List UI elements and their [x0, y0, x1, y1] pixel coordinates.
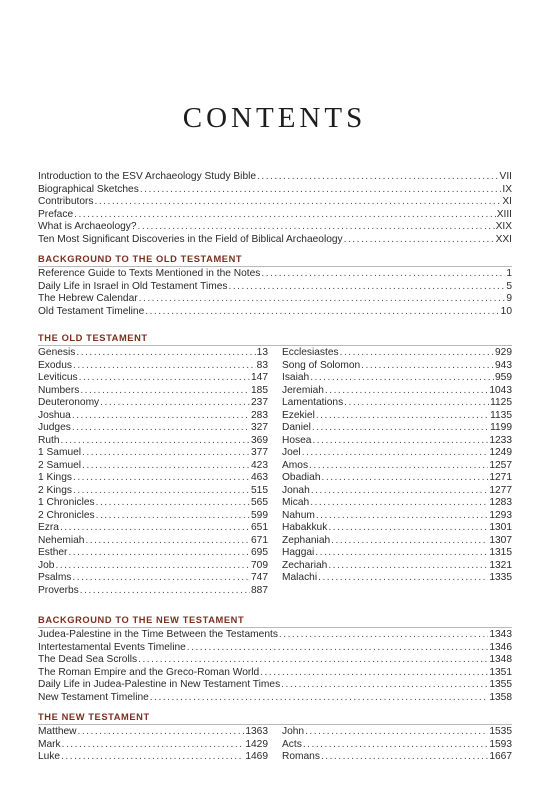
entry-title: Genesis	[38, 347, 76, 358]
entry-page-number: 1315	[489, 547, 512, 558]
entry-page-number: 463	[251, 472, 268, 483]
entry-title: Esther	[38, 547, 68, 558]
entry-page-number: 1343	[489, 629, 512, 640]
toc-entry	[38, 422, 268, 435]
new-testament-right-column	[282, 726, 512, 764]
entry-page-number: 1351	[489, 666, 512, 678]
toc-entry	[38, 347, 268, 360]
toc-entry	[38, 472, 268, 485]
toc-entry	[38, 692, 512, 705]
entry-page-number: 283	[251, 409, 268, 421]
toc-entry	[38, 410, 268, 423]
entry-title: Reference Guide to Texts Mentioned in the Notes	[38, 268, 261, 279]
toc-entry	[282, 447, 512, 460]
dot-leader	[281, 679, 488, 692]
entry-title: Song of Solomon	[282, 359, 361, 371]
toc-entry	[282, 422, 512, 435]
dot-leader	[279, 629, 488, 642]
dot-leader	[73, 360, 256, 373]
entry-title: 1 Samuel	[38, 447, 82, 458]
dot-leader	[331, 535, 488, 548]
entry-page-number: 1307	[489, 534, 512, 546]
dot-leader	[139, 293, 506, 306]
new-testament-left-column	[38, 726, 268, 764]
entry-title: Micah	[282, 497, 310, 508]
toc-entry	[282, 385, 512, 398]
toc-entry	[38, 629, 512, 642]
dot-leader	[318, 572, 488, 585]
dot-leader	[261, 268, 505, 281]
entry-title: Hosea	[282, 434, 312, 446]
entry-title: Acts	[282, 738, 302, 750]
entry-title: The Hebrew Calendar	[38, 293, 138, 304]
entry-title: Zephaniah	[282, 534, 331, 546]
entry-title: Intertestamental Events Timeline	[38, 641, 186, 653]
toc-entry	[38, 642, 512, 655]
toc-entry	[282, 751, 512, 764]
dot-leader	[325, 385, 488, 398]
dot-leader	[78, 726, 245, 739]
entry-page-number: 1593	[489, 738, 512, 750]
dot-leader	[361, 360, 494, 373]
toc-entry	[282, 739, 512, 752]
background-new-testament-list	[38, 629, 512, 704]
entry-page-number: XI	[502, 196, 512, 207]
entry-title: Ruth	[38, 434, 60, 446]
dot-leader	[310, 372, 494, 385]
entry-title: Biographical Sketches	[38, 183, 139, 195]
entry-title: Job	[38, 559, 55, 571]
dot-leader	[316, 410, 489, 423]
entry-title: 2 Samuel	[38, 459, 82, 471]
entry-title: Habakkuk	[282, 522, 328, 533]
dot-leader	[72, 422, 250, 435]
new-testament-section	[38, 710, 512, 764]
entry-page-number: 1043	[489, 384, 512, 396]
toc-entry	[282, 510, 512, 523]
dot-leader	[74, 209, 496, 222]
divider	[38, 266, 512, 267]
toc-entry	[38, 585, 268, 598]
entry-title: Romans	[282, 751, 320, 762]
entry-title: Numbers	[38, 384, 80, 396]
entry-title: Mark	[38, 738, 61, 750]
old-testament-right-column	[282, 347, 512, 597]
entry-page-number: XIX	[495, 221, 512, 232]
toc-entry	[38, 667, 512, 680]
dot-leader	[95, 196, 502, 209]
dot-leader	[316, 510, 488, 523]
entry-page-number: 423	[251, 459, 268, 471]
toc-entry	[282, 560, 512, 573]
entry-title: Nahum	[282, 509, 315, 521]
dot-leader	[328, 522, 488, 535]
toc-entry	[282, 435, 512, 448]
entry-page-number: 1249	[489, 447, 512, 458]
entry-title: 1 Chronicles	[38, 497, 95, 508]
entry-page-number: 1283	[489, 497, 512, 508]
toc-entry	[282, 347, 512, 360]
entry-page-number: 651	[251, 522, 268, 533]
entry-page-number: XIII	[496, 208, 512, 220]
dot-leader	[96, 497, 250, 510]
dot-leader	[344, 234, 495, 247]
section-heading: THE NEW TESTAMENT	[38, 712, 150, 722]
toc-entry	[38, 460, 268, 473]
entry-page-number: 1358	[489, 691, 512, 703]
divider	[38, 627, 512, 628]
entry-page-number: 1321	[489, 559, 512, 571]
entry-title: Nehemiah	[38, 534, 85, 546]
entry-page-number: VII	[499, 171, 512, 182]
divider	[38, 345, 512, 346]
toc-entry	[38, 184, 512, 197]
dot-leader	[82, 447, 250, 460]
entry-page-number: 5	[506, 280, 512, 292]
dot-leader	[72, 572, 250, 585]
entry-title: Judges	[38, 422, 71, 433]
entry-page-number: XXI	[495, 233, 512, 245]
dot-leader	[82, 460, 250, 473]
toc-entry	[38, 196, 512, 209]
dot-leader	[328, 560, 488, 573]
entry-page-number: 185	[251, 384, 268, 396]
entry-title: Jonah	[282, 484, 310, 496]
dot-leader	[60, 522, 250, 535]
entry-page-number: 369	[251, 434, 268, 446]
dot-leader	[73, 485, 250, 498]
entry-title: Deuteronomy	[38, 397, 100, 408]
toc-entry	[282, 472, 512, 485]
entry-title: Zechariah	[282, 559, 328, 571]
toc-entry	[38, 221, 512, 234]
dot-leader	[150, 692, 489, 705]
dot-leader	[80, 585, 250, 598]
entry-title: New Testament Timeline	[38, 691, 149, 703]
dot-leader	[55, 560, 250, 573]
entry-title: Old Testament Timeline	[38, 305, 145, 317]
toc-entry	[38, 397, 268, 410]
entry-title: Introduction to the ESV Archaeology Study Bible	[38, 171, 257, 182]
dot-leader	[100, 397, 250, 410]
entry-title: Ezra	[38, 522, 59, 533]
entry-title: Daily Life in Israel in Old Testament Times	[38, 280, 228, 292]
background-new-testament-section	[38, 613, 512, 704]
dot-leader	[312, 422, 489, 435]
entry-page-number: 943	[495, 359, 512, 371]
dot-leader	[80, 385, 250, 398]
entry-title: Joshua	[38, 409, 71, 421]
section-heading: THE OLD TESTAMENT	[38, 333, 148, 343]
dot-leader	[311, 485, 489, 498]
toc-entry	[38, 510, 268, 523]
toc-entry	[282, 397, 512, 410]
entry-page-number: 1301	[489, 522, 512, 533]
entry-title: Psalms	[38, 572, 72, 583]
entry-page-number: 1233	[489, 434, 512, 446]
toc-entry	[38, 572, 268, 585]
entry-title: 2 Kings	[38, 484, 72, 496]
toc-entry	[282, 535, 512, 548]
divider	[38, 724, 512, 725]
toc-entry	[38, 726, 268, 739]
toc-entry	[282, 360, 512, 373]
toc-entry	[38, 268, 512, 281]
entry-page-number: 1271	[489, 472, 512, 483]
entry-page-number: 1293	[489, 509, 512, 521]
entry-page-number: 565	[251, 497, 268, 508]
toc-entry	[282, 372, 512, 385]
toc-entry	[38, 293, 512, 306]
toc-entry	[38, 679, 512, 692]
page-title: CONTENTS	[182, 102, 367, 134]
dot-leader	[72, 410, 250, 423]
entry-page-number: 515	[251, 484, 268, 496]
dot-leader	[309, 460, 488, 473]
background-old-testament-list	[38, 268, 512, 318]
entry-title: Malachi	[282, 572, 318, 583]
entry-page-number: 747	[251, 572, 268, 583]
dot-leader	[321, 751, 488, 764]
entry-title: Lamentations	[282, 397, 344, 408]
entry-page-number: 1277	[489, 484, 512, 496]
toc-entry	[38, 385, 268, 398]
entry-page-number: 1257	[489, 459, 512, 471]
entry-page-number: 377	[251, 447, 268, 458]
toc-entry	[38, 234, 512, 247]
entry-title: Matthew	[38, 726, 77, 737]
toc-entry	[38, 485, 268, 498]
entry-title: Ten Most Significant Discoveries in the Field of Biblical Archaeology	[38, 233, 343, 245]
toc-entry	[282, 460, 512, 473]
entry-title: Preface	[38, 208, 74, 220]
entry-title: Haggai	[282, 547, 315, 558]
dot-leader	[303, 739, 489, 752]
entry-page-number: IX	[502, 183, 512, 195]
entry-page-number: 13	[256, 347, 268, 358]
entry-title: John	[282, 726, 305, 737]
toc-entry	[38, 306, 512, 319]
toc-entry	[282, 485, 512, 498]
toc-entry	[38, 435, 268, 448]
entry-page-number: 695	[251, 547, 268, 558]
toc-entry	[282, 726, 512, 739]
toc-entry	[38, 171, 512, 184]
toc-entry	[282, 410, 512, 423]
entry-title: Contributors	[38, 196, 94, 207]
toc-entry	[38, 547, 268, 560]
entry-title: Daily Life in Judea-Palestine in New Testament Times	[38, 679, 281, 690]
entry-page-number: 1363	[245, 726, 268, 737]
dot-leader	[62, 739, 245, 752]
entry-title: Obadiah	[282, 472, 321, 483]
entry-page-number: 671	[251, 534, 268, 546]
entry-page-number: 1199	[490, 422, 512, 433]
entry-title: Amos	[282, 459, 309, 471]
dot-leader	[145, 306, 499, 319]
toc-entry	[38, 281, 512, 294]
toc-entry	[38, 209, 512, 222]
entry-page-number: 9	[506, 293, 512, 304]
entry-title: The Roman Empire and the Greco-Roman World	[38, 666, 260, 678]
entry-page-number: 147	[251, 372, 268, 383]
dot-leader	[315, 547, 488, 560]
entry-page-number: 10	[500, 305, 512, 317]
entry-title: Leviticus	[38, 372, 78, 383]
entry-page-number: 709	[251, 559, 268, 571]
dot-leader	[76, 347, 255, 360]
entry-title: Joel	[282, 447, 301, 458]
entry-title: 1 Kings	[38, 472, 72, 483]
toc-entry	[38, 522, 268, 535]
toc-entry	[38, 560, 268, 573]
dot-leader	[302, 447, 489, 460]
entry-page-number: 1355	[489, 679, 512, 690]
dot-leader	[61, 435, 250, 448]
dot-leader	[61, 751, 244, 764]
toc-entry	[38, 739, 268, 752]
entry-page-number: 327	[251, 422, 268, 433]
dot-leader	[85, 535, 250, 548]
dot-leader	[138, 221, 495, 234]
toc-entry	[38, 497, 268, 510]
entry-page-number: 599	[251, 509, 268, 521]
toc-entry	[282, 522, 512, 535]
entry-title: What is Archaeology?	[38, 221, 137, 232]
entry-page-number: 1429	[245, 738, 268, 750]
toc-entry	[38, 654, 512, 667]
entry-page-number: 1125	[490, 397, 512, 408]
entry-page-number: 1335	[489, 572, 512, 583]
old-testament-left-column	[38, 347, 268, 597]
toc-entry	[38, 447, 268, 460]
dot-leader	[340, 347, 494, 360]
toc-entry	[282, 572, 512, 585]
section-heading: BACKGROUND TO THE OLD TESTAMENT	[38, 254, 243, 264]
entry-title: The Dead Sea Scrolls	[38, 654, 138, 665]
entry-page-number: 1667	[489, 751, 512, 762]
toc-entry	[38, 535, 268, 548]
dot-leader	[138, 654, 488, 667]
toc-entry	[38, 751, 268, 764]
entry-title: Exodus	[38, 359, 72, 371]
entry-page-number: 929	[495, 347, 512, 358]
dot-leader	[305, 726, 488, 739]
entry-page-number: 83	[256, 359, 268, 371]
background-old-testament-section	[38, 252, 512, 318]
entry-page-number: 1469	[245, 751, 268, 762]
entry-title: Proverbs	[38, 584, 79, 596]
entry-title: Ezekiel	[282, 409, 315, 421]
dot-leader	[344, 397, 489, 410]
dot-leader	[322, 472, 489, 485]
entry-title: Ecclesiastes	[282, 347, 339, 358]
entry-title: Judea-Palestine in the Time Between the Testaments	[38, 629, 278, 640]
toc-entry	[38, 372, 268, 385]
entry-page-number: 1346	[489, 641, 512, 653]
old-testament-section	[38, 331, 512, 597]
entry-title: 2 Chronicles	[38, 509, 95, 521]
entry-title: Isaiah	[282, 372, 310, 383]
dot-leader	[140, 184, 502, 197]
entry-page-number: 1135	[490, 409, 512, 421]
dot-leader	[310, 497, 488, 510]
dot-leader	[229, 281, 506, 294]
dot-leader	[68, 547, 250, 560]
entry-title: Jeremiah	[282, 384, 324, 396]
entry-title: Daniel	[282, 422, 311, 433]
dot-leader	[96, 510, 250, 523]
toc-entry	[282, 497, 512, 510]
entry-page-number: 1348	[489, 654, 512, 665]
entry-page-number: 887	[251, 584, 268, 596]
section-heading: BACKGROUND TO THE NEW TESTAMENT	[38, 615, 245, 625]
toc-entry	[38, 360, 268, 373]
entry-page-number: 959	[495, 372, 512, 383]
dot-leader	[73, 472, 250, 485]
entry-page-number: 1535	[489, 726, 512, 737]
dot-leader	[257, 171, 498, 184]
entry-page-number: 237	[251, 397, 268, 408]
dot-leader	[260, 667, 488, 680]
entry-page-number: 1	[506, 268, 512, 279]
toc-entry	[282, 547, 512, 560]
dot-leader	[79, 372, 250, 385]
entry-title: Luke	[38, 751, 61, 762]
dot-leader	[312, 435, 488, 448]
dot-leader	[187, 642, 489, 655]
intro-list	[38, 171, 512, 246]
